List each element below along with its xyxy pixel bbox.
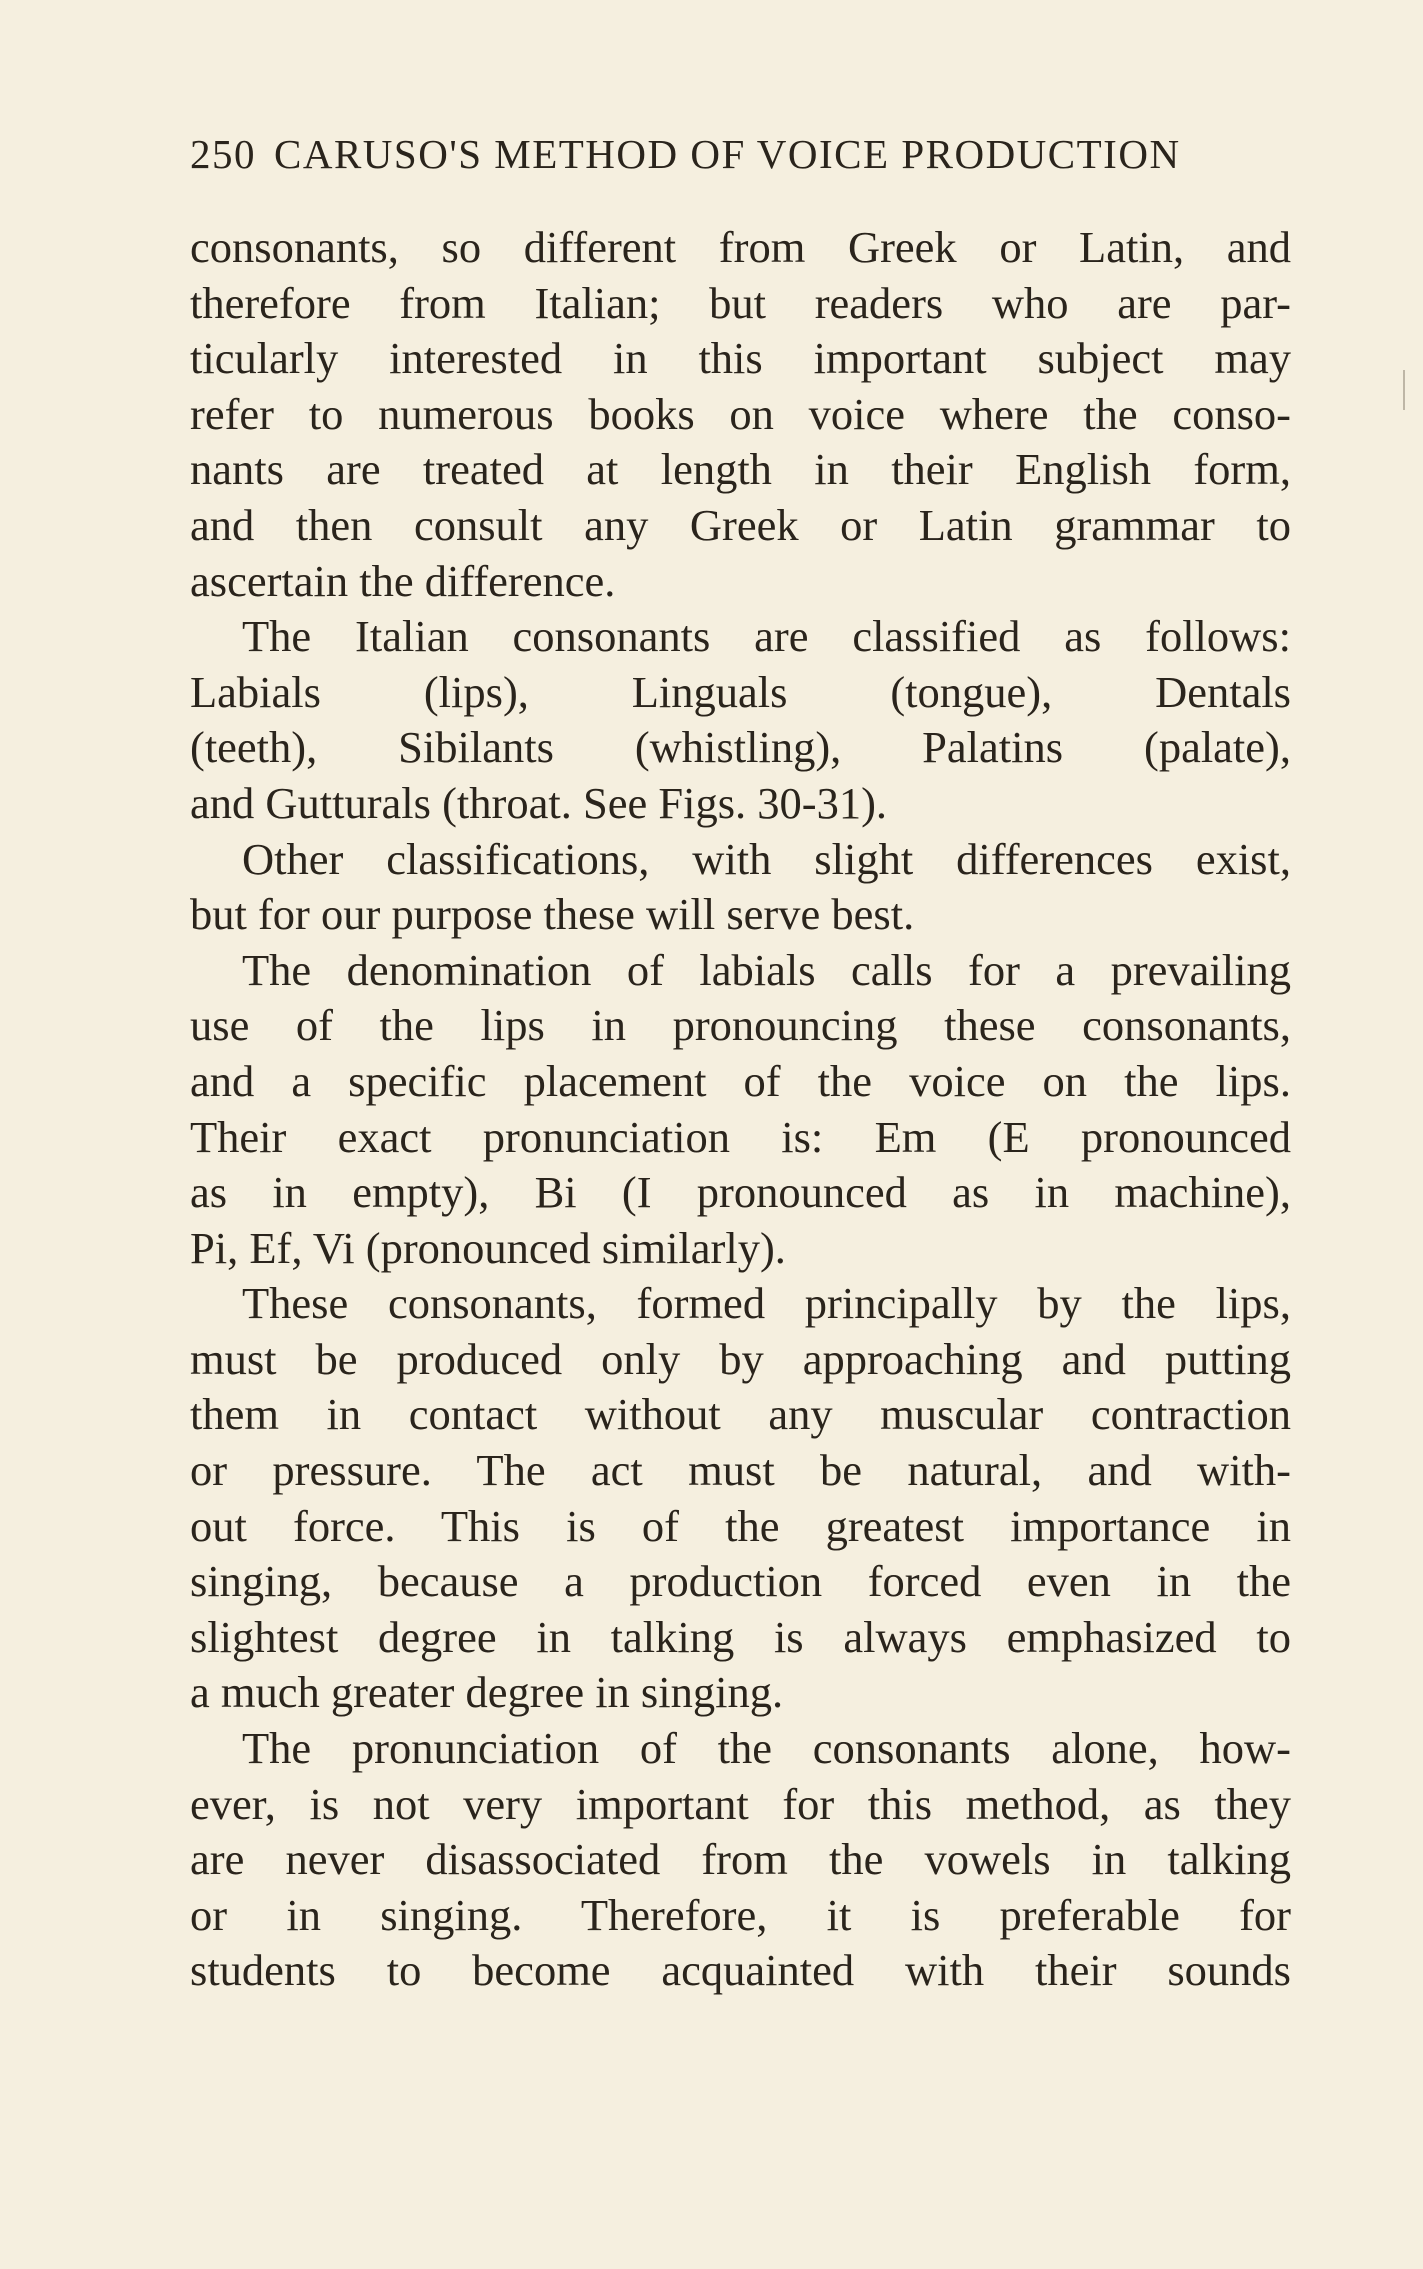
paragraph-5 xyxy=(190,1276,1291,1721)
text-line: Labials (lips), Linguals (tongue), Dentals xyxy=(190,666,1291,717)
text-line: ascertain the difference. xyxy=(190,555,616,606)
text-line: as in empty), Bi (I pronounced as in machine), xyxy=(190,1167,1291,1218)
page-edge-mark xyxy=(1403,370,1405,410)
text-line: and then consult any Greek or Latin grammar to xyxy=(190,499,1291,550)
text-line: them in contact without any muscular contraction xyxy=(190,1389,1291,1440)
text-line: The denomination of labials calls for a prevailing xyxy=(242,944,1291,995)
text-line: The pronunciation of the consonants alone, how- xyxy=(242,1723,1291,1774)
text-line: Pi, Ef, Vi (pronounced similarly). xyxy=(190,1222,786,1273)
paragraph-4 xyxy=(190,943,1291,1277)
text-line: singing, because a production forced even in the xyxy=(190,1556,1291,1607)
text-line: or pressure. The act must be natural, and with- xyxy=(190,1445,1291,1496)
running-title: CARUSO'S METHOD OF VOICE PRODUCTION xyxy=(274,131,1181,177)
text-line: and Gutturals (throat. See Figs. 30-31). xyxy=(190,777,888,828)
paragraph-3 xyxy=(190,832,1291,943)
text-line: refer to numerous books on voice where the conso- xyxy=(190,388,1291,439)
body-text xyxy=(190,220,1291,1999)
text-line: but for our purpose these will serve best. xyxy=(190,889,915,940)
text-line: therefore from Italian; but readers who are par- xyxy=(190,277,1291,328)
text-line: are never disassociated from the vowels in talking xyxy=(190,1834,1291,1885)
text-line: must be produced only by approaching and putting xyxy=(190,1333,1291,1384)
text-line: ever, is not very important for this method, as they xyxy=(190,1778,1291,1829)
paragraph-1 xyxy=(190,220,1291,609)
text-line: use of the lips in pronouncing these consonants, xyxy=(190,1000,1291,1051)
text-line: and a specific placement of the voice on the lips. xyxy=(190,1055,1291,1106)
text-line: ticularly interested in this important subject may xyxy=(190,333,1291,384)
text-line: nants are treated at length in their English form, xyxy=(190,444,1291,495)
text-line: Their exact pronunciation is: Em (E pronounced xyxy=(190,1111,1291,1162)
text-line: These consonants, formed principally by the lips, xyxy=(242,1278,1291,1329)
text-line: The Italian consonants are classified as follows: xyxy=(242,611,1291,662)
text-line: or in singing. Therefore, it is preferable for xyxy=(190,1889,1291,1940)
text-line: slightest degree in talking is always emphasized to xyxy=(190,1611,1291,1662)
text-line: (teeth), Sibilants (whistling), Palatins (palate), xyxy=(190,722,1291,773)
text-line: Other classifications, with slight differences exist, xyxy=(242,833,1291,884)
paragraph-2 xyxy=(190,609,1291,831)
running-head xyxy=(190,124,1265,184)
page-number: 250 xyxy=(190,131,256,177)
paragraph-6 xyxy=(190,1721,1291,1999)
text-line: students to become acquainted with their sounds xyxy=(190,1945,1291,1996)
text-line: consonants, so different from Greek or Latin, and xyxy=(190,222,1291,272)
text-line: a much greater degree in singing. xyxy=(190,1667,784,1718)
text-line: out force. This is of the greatest importance in xyxy=(190,1500,1291,1551)
